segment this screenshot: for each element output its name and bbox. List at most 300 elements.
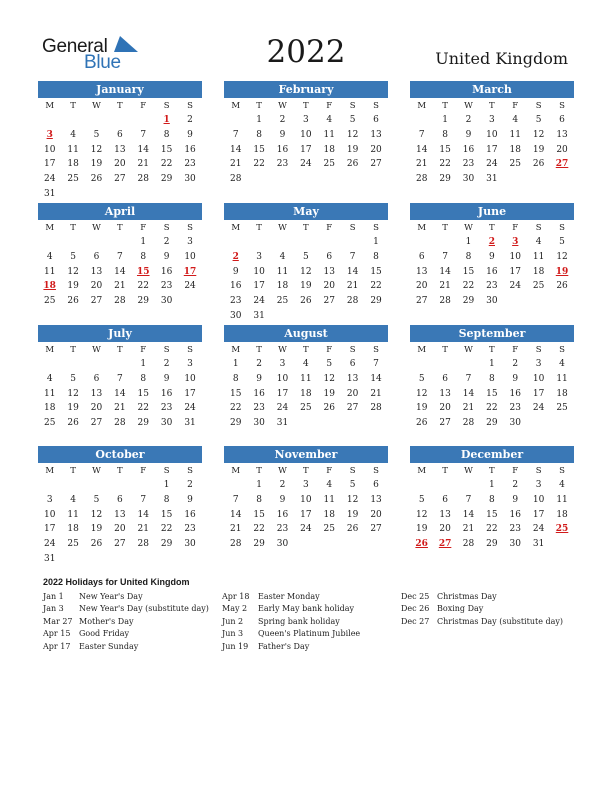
- day-cell: 17: [43, 159, 56, 170]
- day-cell: 23: [509, 524, 521, 535]
- day-cell: 22: [462, 281, 475, 292]
- day-cell: 25: [556, 403, 568, 414]
- day-cell: 15: [229, 388, 242, 399]
- day-cell: 26: [67, 296, 79, 307]
- empty-day-cell: [550, 537, 573, 552]
- day-cell: 22: [370, 281, 382, 292]
- weekday-header: S: [559, 466, 565, 476]
- day-cell: 17: [184, 388, 196, 399]
- day-cell: 19: [532, 144, 545, 155]
- weekday-header: W: [278, 345, 287, 355]
- day-cell: 20: [370, 144, 382, 155]
- weekday-header: S: [535, 466, 542, 476]
- weekday-header: T: [256, 223, 262, 233]
- month-january: [38, 81, 202, 202]
- empty-day-cell: [178, 294, 201, 309]
- holiday-name: Queen's Platinum Jubilee: [258, 629, 361, 639]
- day-cell: 27: [439, 418, 451, 429]
- day-cell: 22: [137, 403, 149, 414]
- holiday-row: [222, 628, 360, 640]
- day-cell: 27: [90, 296, 103, 307]
- day-cell: 17: [300, 509, 312, 520]
- day-cell: 19: [415, 524, 428, 535]
- month-header: May: [224, 203, 388, 220]
- holiday-row: [43, 591, 209, 603]
- empty-day-cell: [294, 172, 317, 187]
- day-cell: 9: [489, 251, 495, 262]
- empty-day-cell: [178, 552, 201, 567]
- weekday-header: S: [349, 101, 356, 111]
- day-cell: 12: [346, 129, 359, 140]
- holiday-date: Mar 27: [43, 616, 73, 626]
- empty-day-cell: [247, 235, 270, 250]
- day-cell: 24: [532, 403, 545, 414]
- day-cell: 4: [46, 373, 53, 384]
- day-cell: 23: [486, 281, 498, 292]
- day-cell: 18: [67, 159, 79, 170]
- day-cell: 13: [439, 388, 451, 399]
- empty-day-cell: [85, 552, 108, 567]
- day-cell: 20: [439, 524, 451, 535]
- day-cell: 22: [253, 524, 265, 535]
- day-cell: 13: [114, 509, 126, 520]
- day-cell: 6: [442, 494, 448, 505]
- weekday-header: M: [417, 345, 427, 355]
- day-cell: 5: [349, 480, 356, 490]
- day-cell: 29: [486, 539, 498, 550]
- weekday-header: M: [417, 223, 427, 233]
- day-cell: 11: [276, 266, 289, 277]
- day-cell: 28: [346, 296, 359, 307]
- day-cell: 15: [370, 266, 382, 277]
- day-cell: 7: [373, 359, 379, 369]
- day-cell: 20: [556, 144, 568, 155]
- day-cell: 11: [509, 129, 521, 140]
- day-cell: 4: [512, 115, 519, 125]
- day-cell: 15: [253, 144, 265, 155]
- day-cell: 25: [276, 296, 289, 307]
- day-cell: 18: [67, 524, 79, 535]
- weekday-header: F: [512, 101, 519, 111]
- day-cell: 28: [114, 296, 126, 307]
- empty-day-cell: [318, 537, 341, 552]
- empty-day-cell: [271, 172, 294, 187]
- weekday-header: M: [45, 223, 55, 233]
- day-cell: 22: [486, 524, 498, 535]
- day-cell: 23: [160, 403, 173, 414]
- day-cell: 15: [136, 266, 150, 277]
- day-cell: 21: [370, 388, 382, 399]
- day-cell: 14: [462, 388, 475, 399]
- day-cell: 24: [532, 524, 545, 535]
- empty-day-cell: [318, 172, 341, 187]
- day-cell: 18: [323, 144, 335, 155]
- weekday-header: T: [117, 466, 123, 476]
- day-cell: 24: [253, 296, 265, 307]
- day-cell: 30: [160, 296, 173, 307]
- day-cell: 14: [114, 266, 126, 277]
- month-june: [410, 203, 574, 309]
- weekday-header: T: [70, 466, 76, 476]
- day-cell: 24: [184, 281, 196, 292]
- day-cell: 2: [163, 237, 170, 247]
- day-cell: 31: [486, 174, 498, 185]
- day-cell: 17: [183, 266, 197, 277]
- day-cell: 28: [462, 539, 475, 550]
- day-cell: 21: [462, 403, 475, 414]
- day-cell: 18: [556, 509, 568, 520]
- day-cell: 19: [67, 403, 79, 414]
- day-cell: 9: [163, 373, 170, 384]
- day-cell: 29: [486, 418, 498, 429]
- empty-day-cell: [504, 294, 527, 309]
- weekday-header: T: [303, 345, 309, 355]
- day-cell: 6: [117, 494, 123, 505]
- day-cell: 17: [43, 524, 56, 535]
- day-cell: 4: [70, 129, 76, 140]
- weekday-header: S: [349, 345, 356, 355]
- weekday-header: T: [70, 101, 76, 111]
- day-cell: 14: [462, 509, 475, 520]
- empty-day-cell: [132, 113, 155, 128]
- holiday-name: Easter Sunday: [79, 641, 139, 651]
- empty-day-cell: [108, 187, 131, 202]
- empty-day-cell: [457, 478, 480, 493]
- empty-day-cell: [318, 416, 341, 431]
- weekday-header: F: [140, 345, 147, 355]
- day-cell: 11: [43, 388, 56, 399]
- empty-day-cell: [271, 235, 294, 250]
- day-cell: 18: [509, 144, 521, 155]
- day-cell: 29: [160, 539, 173, 550]
- day-cell: 5: [93, 129, 100, 140]
- holiday-date: May 2: [222, 604, 248, 614]
- weekday-header: M: [417, 101, 427, 111]
- holiday-name: Early May bank holiday: [258, 604, 355, 614]
- weekday-header: M: [45, 101, 55, 111]
- day-cell: 7: [140, 129, 147, 140]
- day-cell: 18: [43, 403, 56, 414]
- holiday-date: Apr 18: [222, 592, 250, 601]
- month-days-grid: [410, 342, 574, 431]
- day-cell: 30: [509, 539, 521, 550]
- day-cell: 16: [160, 388, 173, 399]
- holiday-name: Boxing Day: [437, 604, 484, 614]
- weekday-header: F: [512, 223, 519, 233]
- day-cell: 16: [509, 509, 521, 520]
- day-cell: 2: [279, 480, 286, 490]
- day-cell: 7: [418, 129, 425, 140]
- day-cell: 6: [349, 359, 356, 369]
- day-cell: 2: [512, 480, 519, 490]
- month-days-grid: [410, 98, 574, 187]
- holiday-date: Jun 19: [222, 641, 249, 651]
- day-cell: 29: [137, 296, 149, 307]
- weekday-header: W: [92, 101, 101, 111]
- holiday-name: Spring bank holiday: [258, 616, 340, 626]
- day-cell: 12: [556, 251, 568, 262]
- day-cell: 30: [509, 418, 521, 429]
- empty-day-cell: [294, 537, 317, 552]
- holiday-date: Jun 2: [222, 616, 244, 626]
- empty-day-cell: [271, 309, 294, 324]
- day-cell: 28: [114, 418, 126, 429]
- day-cell: 2: [232, 251, 239, 262]
- month-days-grid: [38, 220, 202, 309]
- month-days-grid: [410, 220, 574, 309]
- day-cell: 8: [140, 373, 147, 384]
- day-cell: 9: [187, 494, 193, 505]
- weekday-header: T: [442, 466, 448, 476]
- day-cell: 27: [370, 159, 382, 170]
- empty-day-cell: [132, 552, 155, 567]
- weekday-header: W: [92, 466, 101, 476]
- holidays-column: [43, 591, 209, 653]
- weekday-header: T: [256, 345, 262, 355]
- day-cell: 16: [509, 388, 521, 399]
- day-cell: 8: [140, 251, 147, 262]
- day-cell: 2: [512, 359, 519, 369]
- empty-day-cell: [108, 478, 131, 493]
- day-cell: 21: [137, 524, 149, 535]
- day-cell: 28: [370, 403, 382, 414]
- weekday-header: F: [140, 101, 147, 111]
- holiday-name: Mother's Day: [79, 616, 134, 626]
- day-cell: 25: [323, 524, 335, 535]
- day-cell: 20: [90, 281, 103, 292]
- day-cell: 18: [556, 388, 568, 399]
- day-cell: 7: [349, 251, 356, 262]
- month-days-grid: [224, 463, 388, 552]
- empty-day-cell: [294, 309, 317, 324]
- day-cell: 11: [323, 494, 335, 505]
- empty-day-cell: [61, 478, 84, 493]
- weekday-header: F: [326, 223, 333, 233]
- day-cell: 3: [46, 494, 53, 505]
- weekday-header: F: [512, 466, 519, 476]
- day-cell: 4: [559, 359, 565, 369]
- day-cell: 24: [276, 403, 289, 414]
- month-header: April: [38, 203, 202, 220]
- day-cell: 9: [279, 129, 286, 140]
- day-cell: 21: [229, 159, 242, 170]
- month-september: [410, 325, 574, 431]
- day-cell: 25: [43, 418, 56, 429]
- day-cell: 3: [512, 237, 519, 247]
- day-cell: 18: [276, 281, 289, 292]
- day-cell: 2: [256, 359, 262, 369]
- day-cell: 8: [256, 129, 262, 140]
- day-cell: 3: [535, 480, 542, 490]
- weekday-header: S: [559, 223, 565, 233]
- empty-day-cell: [224, 478, 247, 493]
- empty-day-cell: [457, 357, 480, 372]
- day-cell: 26: [415, 418, 428, 429]
- holidays-column: [401, 591, 563, 628]
- weekday-header: T: [442, 223, 448, 233]
- day-cell: 16: [160, 266, 173, 277]
- day-cell: 24: [300, 524, 312, 535]
- day-cell: 23: [276, 524, 289, 535]
- month-header: December: [410, 446, 574, 463]
- empty-day-cell: [341, 416, 364, 431]
- empty-day-cell: [433, 478, 456, 493]
- weekday-header: F: [140, 466, 147, 476]
- empty-day-cell: [294, 235, 317, 250]
- day-cell: 2: [488, 237, 495, 247]
- day-cell: 9: [279, 494, 286, 505]
- day-cell: 28: [137, 539, 149, 550]
- holiday-date: Dec 27: [401, 616, 430, 626]
- day-cell: 25: [43, 296, 56, 307]
- day-cell: 14: [114, 388, 126, 399]
- empty-day-cell: [178, 187, 201, 202]
- month-november: [224, 446, 388, 552]
- day-cell: 14: [415, 144, 428, 155]
- empty-day-cell: [61, 357, 84, 372]
- holiday-name: New Year's Day: [79, 592, 143, 601]
- empty-day-cell: [132, 478, 155, 493]
- day-cell: 19: [300, 281, 312, 292]
- weekday-header: T: [70, 223, 76, 233]
- weekday-header: T: [303, 101, 309, 111]
- day-cell: 26: [556, 281, 568, 292]
- day-cell: 19: [323, 388, 335, 399]
- empty-day-cell: [433, 235, 456, 250]
- day-cell: 21: [114, 403, 126, 414]
- day-cell: 29: [370, 296, 382, 307]
- day-cell: 7: [465, 494, 472, 505]
- empty-day-cell: [294, 416, 317, 431]
- day-cell: 6: [418, 251, 425, 262]
- month-header: November: [224, 446, 388, 463]
- day-cell: 17: [532, 388, 545, 399]
- day-cell: 24: [486, 159, 498, 170]
- weekday-header: T: [117, 223, 123, 233]
- day-cell: 15: [486, 509, 498, 520]
- empty-day-cell: [364, 309, 387, 324]
- day-cell: 21: [114, 281, 126, 292]
- day-cell: 26: [346, 159, 359, 170]
- empty-day-cell: [155, 552, 178, 567]
- holiday-row: [401, 603, 563, 615]
- weekday-header: T: [303, 466, 309, 476]
- day-cell: 13: [323, 266, 335, 277]
- weekday-header: F: [512, 345, 519, 355]
- day-cell: 19: [346, 144, 359, 155]
- day-cell: 10: [532, 494, 545, 505]
- holiday-name: Easter Monday: [258, 592, 320, 601]
- day-cell: 30: [253, 418, 265, 429]
- day-cell: 16: [276, 509, 289, 520]
- day-cell: 8: [163, 494, 170, 505]
- day-cell: 30: [184, 174, 196, 185]
- day-cell: 19: [346, 509, 359, 520]
- day-cell: 20: [114, 159, 126, 170]
- day-cell: 9: [512, 373, 519, 384]
- day-cell: 17: [486, 144, 498, 155]
- day-cell: 1: [489, 359, 495, 369]
- day-cell: 1: [465, 237, 472, 247]
- day-cell: 31: [43, 553, 56, 564]
- day-cell: 6: [117, 129, 123, 140]
- month-header: August: [224, 325, 388, 342]
- day-cell: 3: [303, 115, 309, 125]
- day-cell: 17: [276, 388, 289, 399]
- day-cell: 20: [323, 281, 335, 292]
- day-cell: 16: [253, 388, 265, 399]
- day-cell: 22: [160, 524, 173, 535]
- day-cell: 27: [415, 296, 428, 307]
- day-cell: 27: [555, 159, 569, 170]
- day-cell: 17: [253, 281, 265, 292]
- empty-day-cell: [61, 552, 84, 567]
- weekday-header: S: [163, 223, 170, 233]
- day-cell: 4: [70, 494, 76, 505]
- day-cell: 10: [43, 509, 56, 520]
- day-cell: 27: [346, 403, 359, 414]
- day-cell: 20: [90, 403, 103, 414]
- day-cell: 7: [117, 373, 123, 384]
- empty-day-cell: [38, 113, 61, 128]
- day-cell: 11: [532, 251, 545, 262]
- empty-day-cell: [85, 478, 108, 493]
- day-cell: 27: [114, 539, 126, 550]
- day-cell: 26: [415, 539, 428, 550]
- empty-day-cell: [527, 294, 550, 309]
- day-cell: 24: [509, 281, 521, 292]
- day-cell: 31: [532, 539, 545, 550]
- day-cell: 10: [184, 373, 196, 384]
- day-cell: 9: [512, 494, 519, 505]
- day-cell: 12: [67, 388, 79, 399]
- day-cell: 4: [535, 237, 542, 247]
- holiday-row: [401, 616, 563, 628]
- day-cell: 14: [439, 266, 451, 277]
- day-cell: 11: [67, 144, 79, 155]
- empty-day-cell: [410, 478, 433, 493]
- day-cell: 25: [532, 281, 545, 292]
- day-cell: 13: [90, 388, 103, 399]
- day-cell: 23: [184, 159, 196, 170]
- weekday-header: S: [373, 345, 379, 355]
- day-cell: 16: [184, 144, 196, 155]
- day-cell: 8: [442, 129, 448, 140]
- month-may: [224, 203, 388, 324]
- day-cell: 9: [256, 373, 262, 384]
- day-cell: 30: [160, 418, 173, 429]
- weekday-header: T: [117, 101, 123, 111]
- weekday-header: T: [489, 345, 495, 355]
- day-cell: 11: [556, 494, 568, 505]
- day-cell: 29: [253, 539, 265, 550]
- day-cell: 11: [556, 373, 568, 384]
- holiday-row: [43, 616, 209, 628]
- day-cell: 10: [253, 266, 265, 277]
- day-cell: 25: [67, 539, 79, 550]
- day-cell: 5: [535, 115, 542, 125]
- empty-day-cell: [550, 294, 573, 309]
- empty-day-cell: [38, 357, 61, 372]
- day-cell: 31: [184, 418, 196, 429]
- day-cell: 11: [67, 509, 79, 520]
- weekday-header: F: [326, 466, 333, 476]
- day-cell: 12: [300, 266, 312, 277]
- day-cell: 11: [300, 373, 312, 384]
- day-cell: 1: [373, 237, 379, 247]
- weekday-header: M: [231, 101, 241, 111]
- day-cell: 21: [439, 281, 451, 292]
